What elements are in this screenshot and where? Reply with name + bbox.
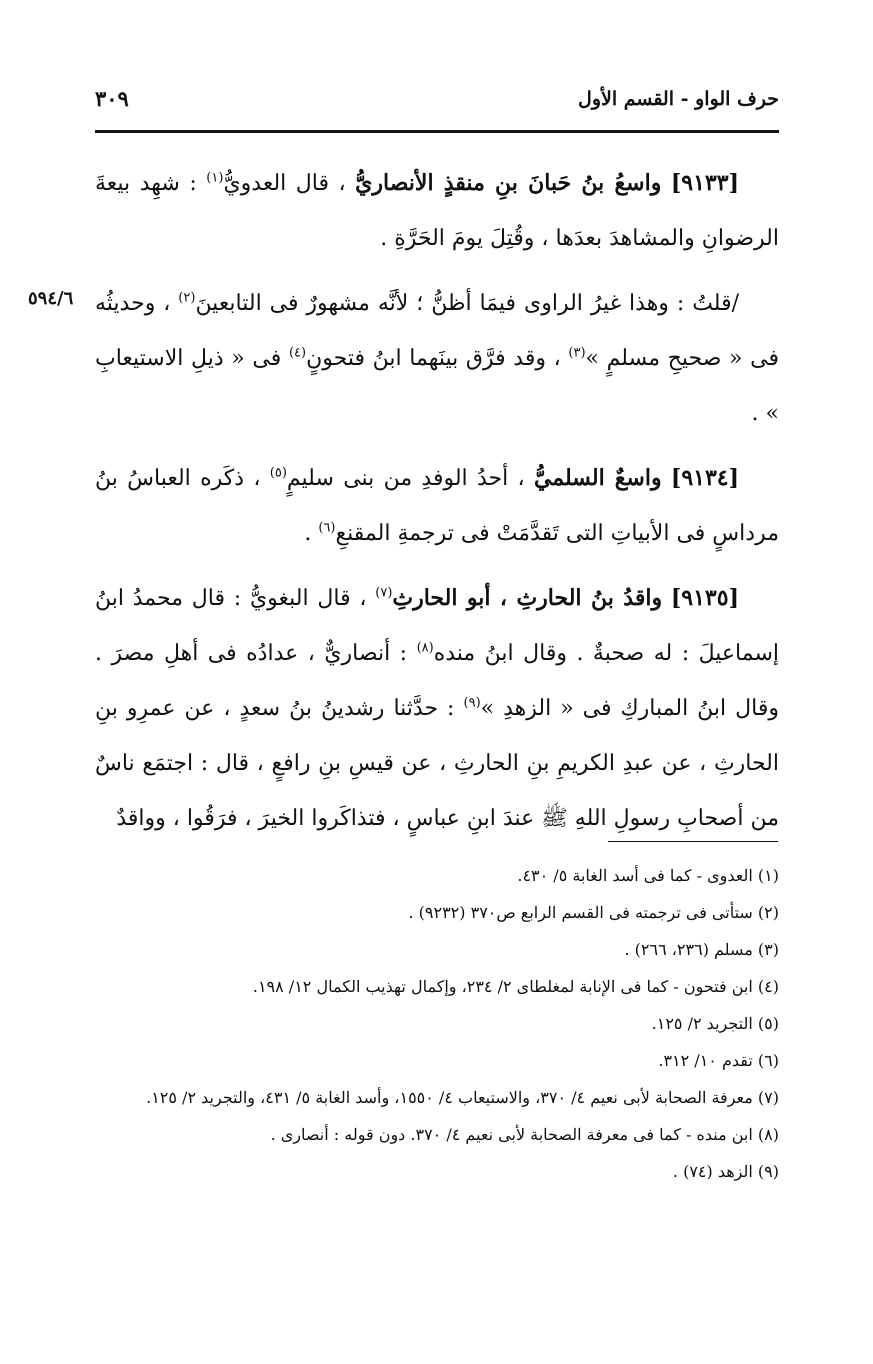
footnote-ref[interactable]: (٩) [463,695,481,711]
footnote: (٩) الزهد (٧٤) . [672,1162,779,1181]
entry-name: واسعٌ السلميُّ [533,465,662,491]
footnote-ref[interactable]: (٨) [416,640,434,656]
entry-text: . [304,521,312,546]
footnote: (٣) مسلم (٢٣٦، ٢٦٦) . [624,940,779,959]
footnote: (٨) ابن منده - كما فى معرفة الصحابة لأبى نعيم ٤/ ٣٧٠. دون قوله : أنصارى . [270,1125,779,1144]
footnote-separator [608,841,778,842]
footnote-ref[interactable]: (١) [206,170,224,186]
running-title: حرف الواو - القسم الأول [578,88,779,110]
header-rule [95,130,779,133]
entry-9133 [95,156,779,266]
footnote-ref[interactable]: (٧) [375,585,393,601]
main-text [95,156,779,856]
entry-text: فى « ذيلِ الاستيعابِ » . [95,346,779,426]
footnotes [95,860,779,1193]
footnote-ref[interactable]: (٣) [568,345,586,361]
entry-number: [٩١٣٣] [670,170,739,196]
entry-text: ، قال البغويُّ : قال محمدُ ابنُ إسماعيلَ : له صحبةٌ . وقال ابنُ منده [95,586,779,666]
entry-text: : حدَّثنا رشدينُ بنُ سعدٍ ، عن عمرِو بنِ الحارثِ ، عن عبدِ الكريمِ بنِ الحارثِ ، عن قيسِ بنِ رافعٍ ، قال : اجتمَع ناسٌ من أصحابِ رسولِ اللهِ ﷺ عندَ ابنِ عباسٍ ، فتذاكَروا الخيرَ ، فرَقُوا ، وواقدٌ [95,696,779,831]
entry-9135 [95,571,779,846]
footnote-ref[interactable]: (٦) [318,520,336,536]
entry-text: ، أحدُ الوفدِ من بنى سليمٍ [286,466,525,491]
entry-text: ، قال العدويُّ [223,171,346,196]
entry-name: واقدُ بنُ الحارثِ ، أبو الحارثِ [392,585,663,611]
page-number: ٣٠٩ [95,86,129,111]
entry-number: [٩١٣٥] [670,585,739,611]
footnote-ref[interactable]: (٤) [288,345,307,361]
footnote: (١) العدوى - كما فى أسد الغابة ٥/ ٤٣٠. [517,866,779,885]
entry-9134 [95,451,779,561]
footnote-ref[interactable]: (٥) [269,465,287,481]
margin-note: ٥٩٤/٦ [28,288,74,309]
entry-text: ، ذكَره العباسُ بنُ مرداسٍ فى الأبياتِ التى تَقدَّمَتْ فى ترجمةِ المقنعِ [95,466,779,546]
entry-name: واسعُ بنُ حَبانَ بنِ منقذٍ الأنصاريُّ [355,170,662,196]
entry-text: ، وقد فرَّق بينَهما ابنُ فتحونٍ [306,346,561,371]
entry-text: /قلتُ : وهذا غيرُ الراوى فيمَا أظنُّ ؛ لأنَّه مشهورٌ فى التابعينَ [195,291,740,316]
footnote-ref[interactable]: (٢) [178,290,196,306]
footnote: (٤) ابن فتحون - كما فى الإنابة لمغلطاى ٢/ ٢٣٤، وإكمال تهذيب الكمال ١٢/ ١٩٨. [252,977,779,996]
footnote: (٧) معرفة الصحابة لأبى نعيم ٤/ ٣٧٠، والاستيعاب ٤/ ١٥٥٠، وأسد الغابة ٥/ ٤٣١، والتجريد ٢/ ١٢٥. [146,1088,779,1107]
commentary-paragraph [95,276,779,441]
footnote: (٦) تقدم ١٠/ ٣١٢. [658,1051,779,1070]
entry-text: : شهِد بيعةَ الرضوانِ والمشاهدَ بعدَها ، وقُتِلَ يومَ الحَرَّةِ . [95,171,779,251]
entry-text: ، وحديثُه فى « صحيحِ مسلمٍ » [95,291,780,371]
footnote: (٢) ستأتى فى ترجمته فى القسم الرابع ص٣٧٠ (٩٢٣٢) . [408,903,779,922]
entry-text: : أنصاريٌّ ، عدادُه فى أهلِ مصرَ . وقال ابنُ المباركِ فى « الزهدِ » [95,641,780,721]
entry-number: [٩١٣٤] [670,465,740,491]
page-header [95,84,779,124]
footnote: (٥) التجريد ٢/ ١٢٥. [651,1014,779,1033]
